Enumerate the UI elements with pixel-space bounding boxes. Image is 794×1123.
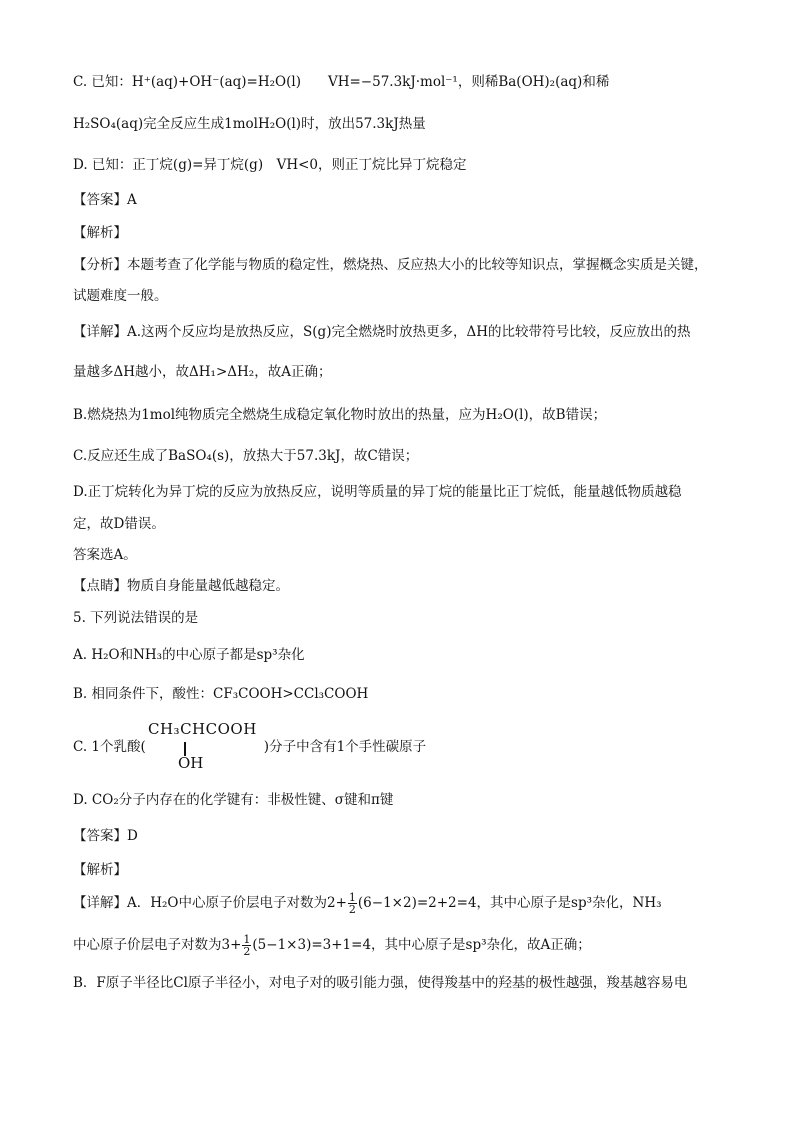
detail-5a-line1-end: (6−1×2)=2+2=4，其中心原子是sp³杂化，NH₃ — [357, 895, 662, 911]
lactic-acid-oh: OH — [178, 754, 204, 772]
tip-line: 【点睛】物质自身能量越低越稳定。 — [73, 578, 289, 594]
detail-d-line2: 定，故D错误。 — [73, 516, 165, 532]
fraction-half-2 — [242, 934, 251, 957]
detail-5a-line2-start: 中心原子价层电子对数为3+ — [73, 937, 242, 953]
analysis-text-line2: 试题难度一般。 — [73, 288, 168, 304]
analysis-label-1: 【解析】 — [73, 225, 127, 241]
question-5-option-d: D. CO₂分子内存在的化学键有：非极性键、σ键和π键 — [73, 792, 394, 808]
option-d: D. 已知：正丁烷(g)=异丁烷(g) VH<0，则正丁烷比异丁烷稳定 — [73, 157, 467, 173]
fraction-denominator: 2 — [348, 903, 356, 916]
option-c-line2: H₂SO₄(aq)完全反应生成1molH₂O(l)时，放出57.3kJ热量 — [73, 116, 426, 132]
fraction-half — [348, 892, 357, 915]
detail-a-line2: 量越多ΔH越小，故ΔH₁>ΔH₂，故A正确； — [73, 364, 332, 380]
detail-5a-line2 — [73, 934, 591, 957]
lactic-acid-chain: CH₃CHCOOH — [148, 720, 257, 738]
detail-a-line1: 【详解】A.这两个反应均是放热反应，S(g)完全燃烧时放热更多，ΔH的比较带符号比较，反应放出的热 — [73, 324, 691, 340]
detail-d-line1: D.正丁烷转化为异丁烷的反应为放热反应，说明等质量的异丁烷的能量比正丁烷低，能量越低物质越稳 — [73, 484, 682, 500]
question-5-option-b: B. 相同条件下，酸性：CF₃COOH>CCl₃COOH — [73, 686, 369, 702]
detail-5a-line2-end: (5−1×3)=3+1=4，其中心原子是sp³杂化，故A正确； — [252, 937, 591, 953]
detail-5a-line1-start: 【详解】A．H₂O中心原子价层电子对数为2+ — [73, 895, 347, 911]
question-5-option-a: A. H₂O和NH₃的中心原子都是sp³杂化 — [73, 647, 305, 663]
fraction-numerator: 1 — [348, 891, 356, 904]
analysis-text-line1: 【分析】本题考查了化学能与物质的稳定性，燃烧热、反应热大小的比较等知识点，掌握概念实质是关键， — [73, 257, 708, 273]
option-c-prefix: C. 1个乳酸( — [73, 739, 146, 755]
detail-5a-line1 — [73, 892, 662, 915]
lactic-acid-structure — [148, 720, 268, 775]
fraction-denominator-2: 2 — [243, 945, 251, 958]
question-5-stem: 5. 下列说法错误的是 — [73, 610, 199, 626]
analysis-label-2: 【解析】 — [73, 862, 127, 878]
answer-choice-1: 答案选A。 — [73, 547, 137, 563]
fraction-numerator-2: 1 — [243, 933, 251, 946]
option-c-line1: C. 已知：H⁺(aq)+OH⁻(aq)=H₂O(l) VH=−57.3kJ·mol⁻¹，则稀Ba(OH)₂(aq)和稀 — [73, 74, 610, 90]
detail-5b-line1: B．F原子半径比Cl原子半径小，对电子对的吸引能力强，使得羧基中的羟基的极性越强，羧基越容易电 — [73, 975, 688, 991]
answer-label-2: 【答案】D — [73, 828, 138, 844]
detail-b: B.燃烧热为1mol纯物质完全燃烧生成稳定氧化物时放出的热量，应为H₂O(l)，故B错误； — [73, 407, 607, 423]
option-c-suffix: )分子中含有1个手性碳原子 — [263, 739, 427, 755]
detail-c: C.反应还生成了BaSO₄(s)，放热大于57.3kJ，故C错误； — [73, 448, 419, 464]
answer-label-1: 【答案】A — [73, 192, 137, 208]
